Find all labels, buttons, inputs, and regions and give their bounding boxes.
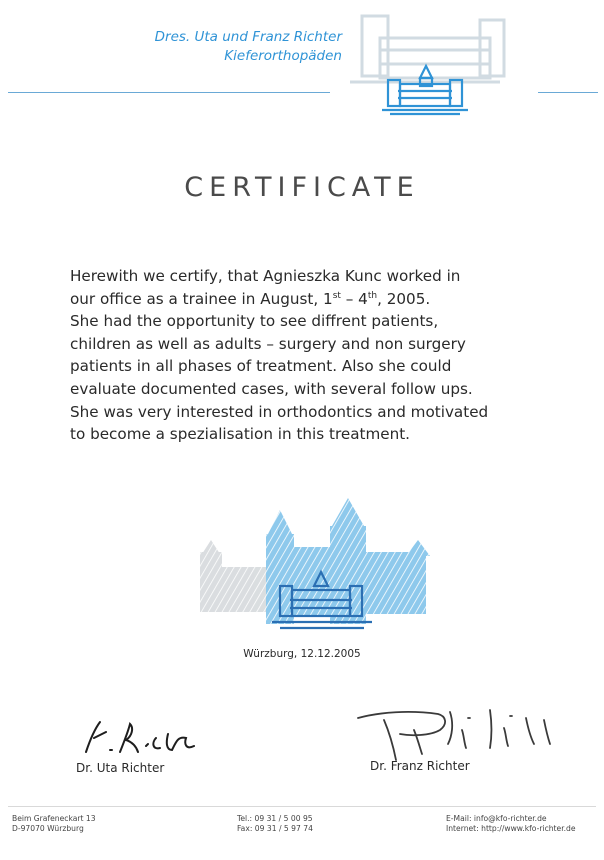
- body-line-3: She had the opportunity to see diffrent patients,: [70, 312, 439, 331]
- document-title: CERTIFICATE: [184, 172, 420, 203]
- letterhead-line-1: Dres. Uta und Franz Richter: [154, 29, 342, 45]
- body-line-6: evaluate documented cases, with several follow ups.: [70, 379, 473, 398]
- body-line-8: to become a spezialisation in this treatment.: [70, 425, 411, 444]
- footer-phone: [237, 814, 313, 834]
- castle-stamp-icon: [180, 492, 450, 642]
- header-rule-left: [8, 92, 330, 93]
- signature-uta-richter-icon: [76, 712, 216, 760]
- body-line-1: Herewith we certify, that Agnieszka Kunc worked in: [70, 267, 461, 285]
- castle-logo-icon: [340, 10, 510, 122]
- footer-address: [12, 814, 96, 834]
- footer-address-line-1: Beim Grafeneckart 13: [12, 814, 96, 823]
- footer-rule: [8, 806, 596, 807]
- letterhead-line-2: Kieferorthopäden: [224, 48, 342, 64]
- place-and-date: Würzburg, 12.12.2005: [243, 648, 361, 660]
- letterhead-name: [128, 28, 342, 66]
- body-line-5: patients in all phases of treatment. Also she could: [70, 357, 452, 376]
- footer-fax: Fax: 09 31 / 5 97 74: [237, 824, 313, 833]
- body-line-7: She was very interested in orthodontics and motivated: [70, 402, 489, 421]
- body-line-2: our office as a trainee in August, 1st – 4th, 2005.: [70, 289, 431, 308]
- body-line-4: children as well as adults – surgery and non surgery: [70, 334, 466, 353]
- footer-internet: Internet: http://www.kfo-richter.de: [446, 824, 576, 833]
- signature-name-franz: Dr. Franz Richter: [370, 759, 470, 773]
- certificate-body: [70, 265, 570, 446]
- footer-email: E-Mail: info@kfo-richter.de: [446, 814, 547, 823]
- signature-name-uta: Dr. Uta Richter: [76, 761, 165, 775]
- header-rule-right: [538, 92, 598, 93]
- footer-contact: [446, 814, 576, 834]
- footer-tel: Tel.: 09 31 / 5 00 95: [237, 814, 313, 823]
- footer-address-line-2: D-97070 Würzburg: [12, 824, 84, 833]
